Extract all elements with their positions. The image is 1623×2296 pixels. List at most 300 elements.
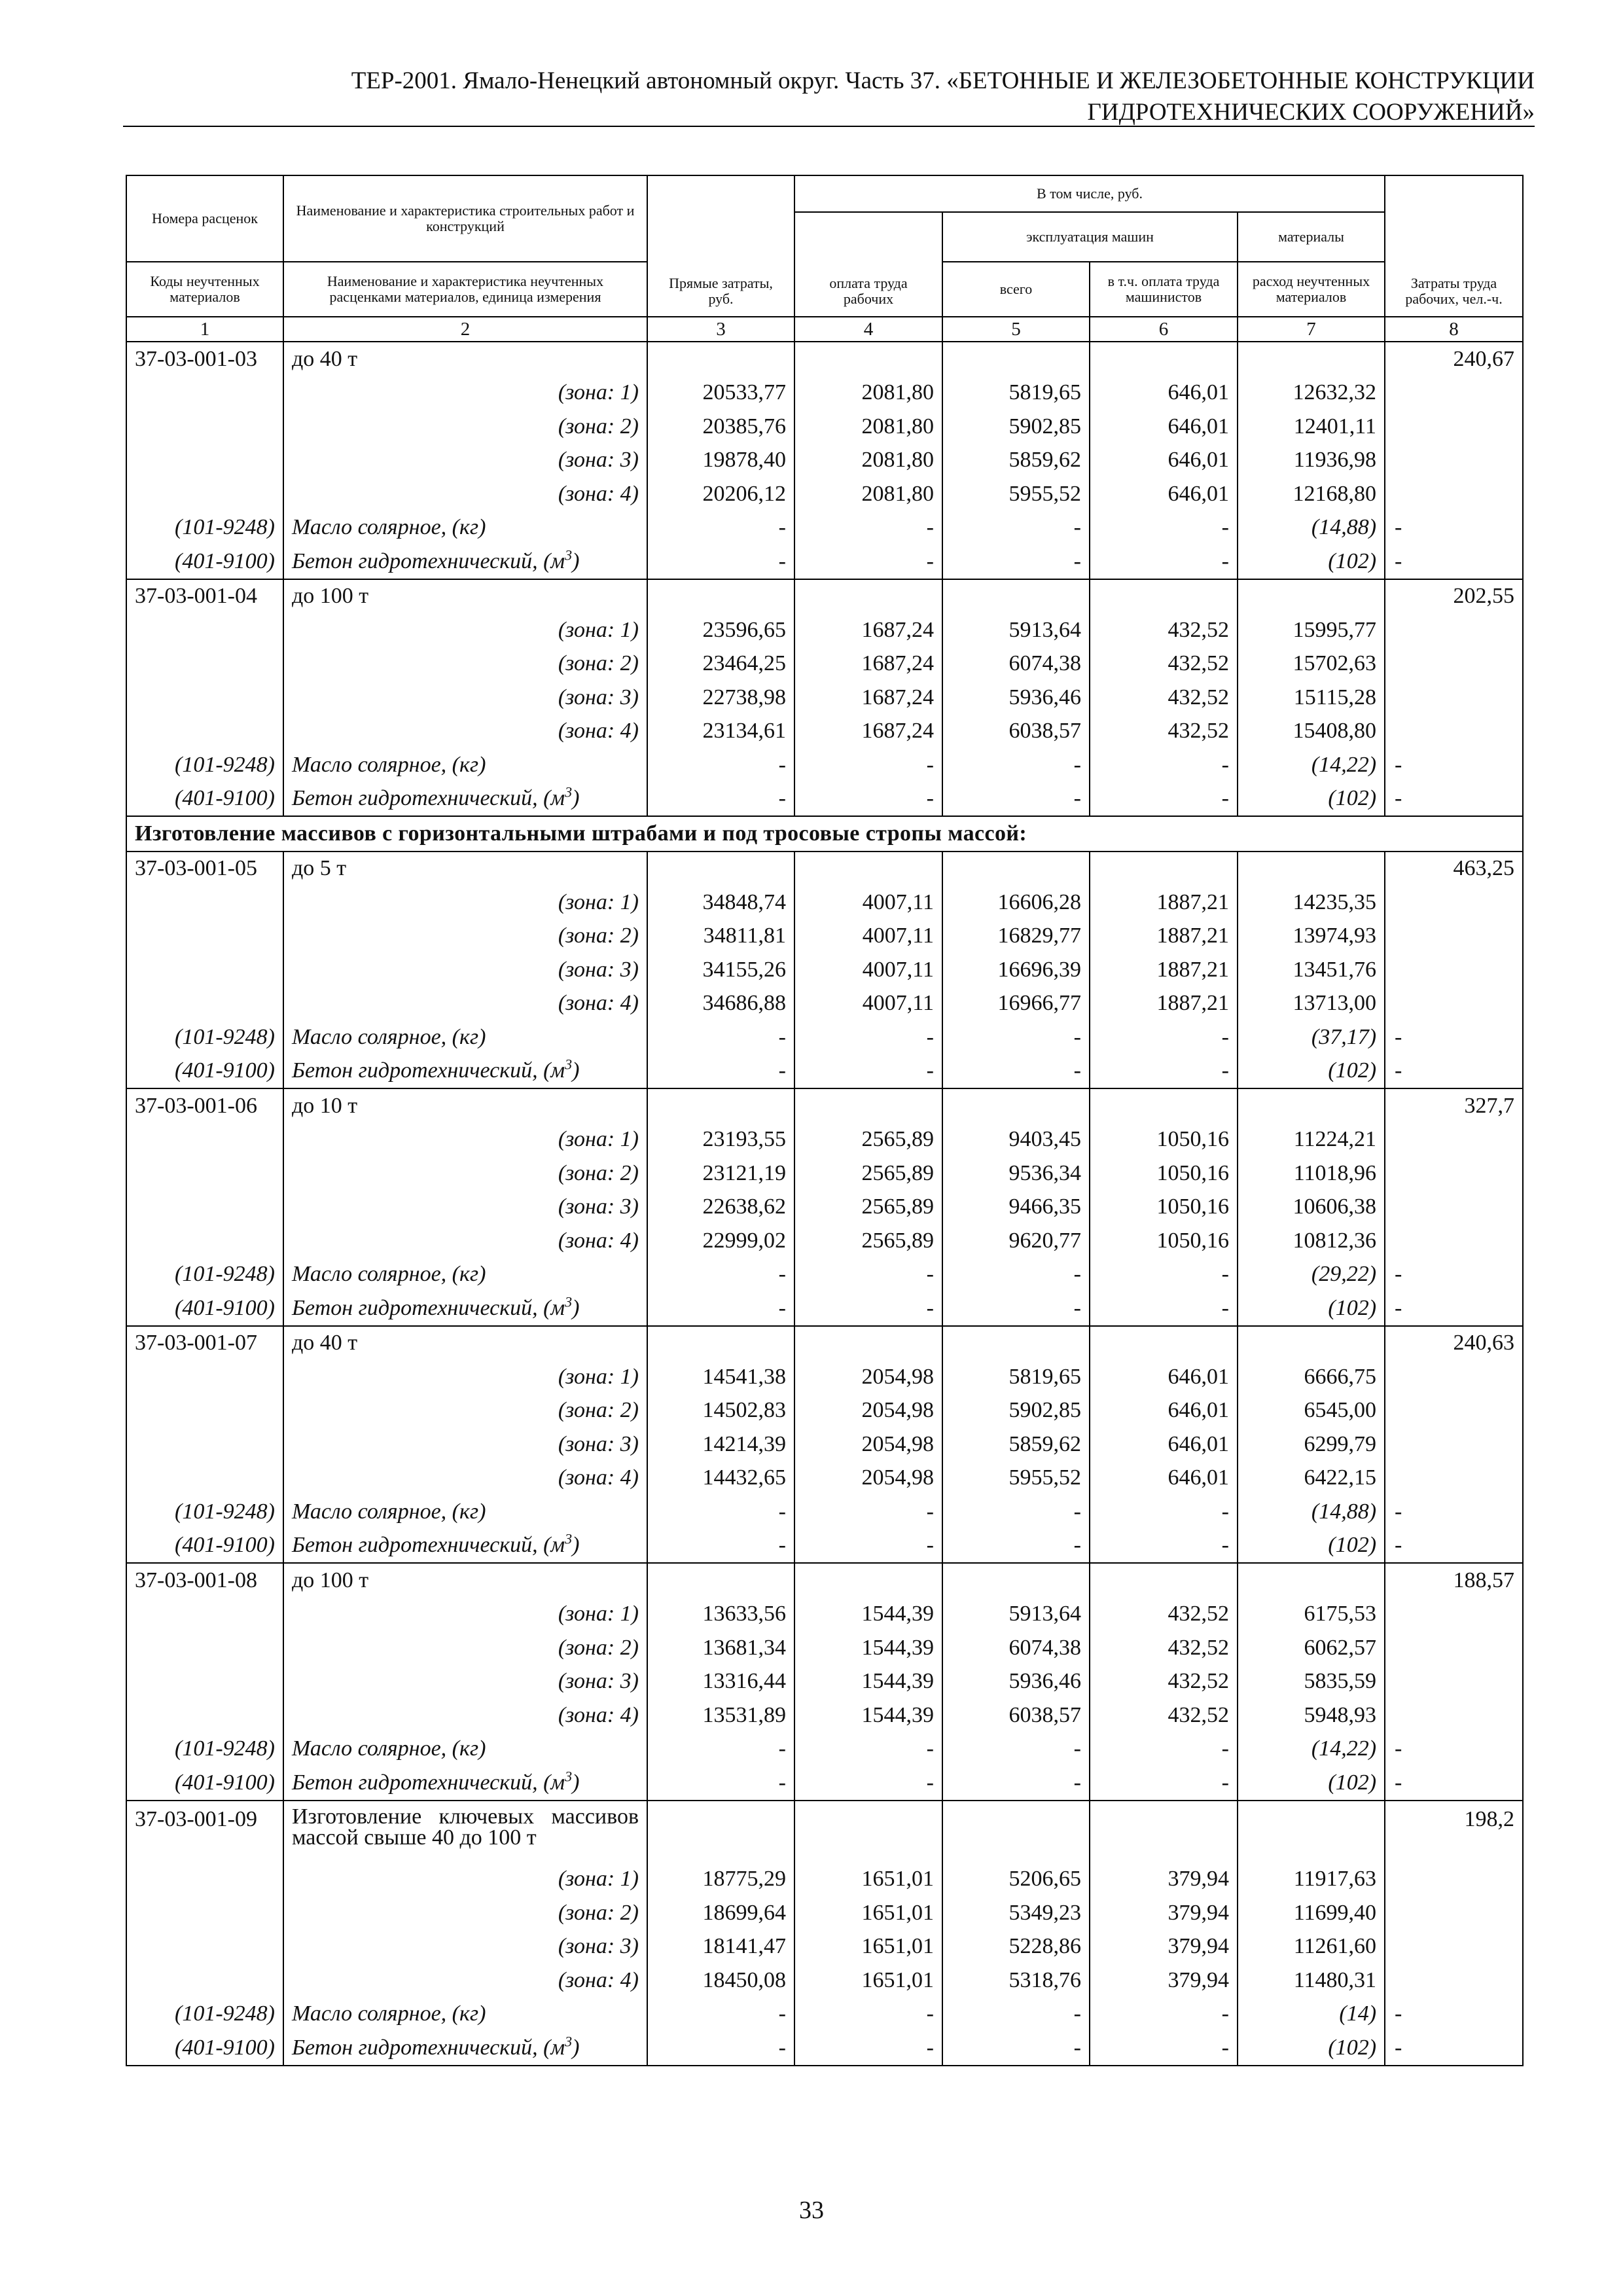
rate-name: до 40 т [283, 342, 647, 376]
material-consumption: (102) [1238, 1291, 1385, 1326]
operator-wage: 1887,21 [1090, 987, 1238, 1021]
empty-cell [1238, 1563, 1385, 1598]
material-consumption: (14,88) [1238, 1495, 1385, 1529]
material-name-text: Бетон гидротехнический, (м [292, 1295, 565, 1320]
zone-row [126, 987, 1523, 1021]
materials-header: материалы [1238, 212, 1385, 262]
empty-cell [1090, 1563, 1238, 1598]
col8-header: Затраты труда рабочих, чел.-ч. [1385, 175, 1523, 317]
labor-cost: 202,55 [1385, 579, 1523, 614]
empty-cell [942, 1801, 1090, 1863]
material-consumption: (29,22) [1238, 1258, 1385, 1292]
zone-row [126, 647, 1523, 681]
empty-cell [1385, 1698, 1523, 1732]
empty-cell [1385, 477, 1523, 511]
operator-wage: 379,94 [1090, 1964, 1238, 1998]
empty-cell [126, 681, 283, 715]
material-name-text: Бетон гидротехнический, (м [292, 1533, 565, 1558]
zone-label: (зона: 1) [283, 1360, 647, 1394]
labor-cost: - [1385, 1998, 1523, 2032]
operator-wage: 646,01 [1090, 410, 1238, 444]
empty-cell [1385, 410, 1523, 444]
worker-wage: 2081,80 [794, 477, 942, 511]
material-consumption: (102) [1238, 1529, 1385, 1564]
material-consumption: (37,17) [1238, 1020, 1385, 1054]
direct-cost: 23134,61 [647, 715, 794, 749]
material-code: (101-9248) [126, 511, 283, 545]
machine-cost: 5318,76 [942, 1964, 1090, 1998]
operator-wage: 1050,16 [1090, 1123, 1238, 1157]
column-number: 1 [126, 317, 283, 342]
operator-wage: - [1090, 1732, 1238, 1767]
empty-cell [1385, 1896, 1523, 1930]
machine-cost: 5955,52 [942, 477, 1090, 511]
operator-wage: 432,52 [1090, 715, 1238, 749]
empty-cell [794, 852, 942, 886]
operator-wage: 432,52 [1090, 681, 1238, 715]
machine-cost: 5349,23 [942, 1896, 1090, 1930]
material-name [283, 1258, 647, 1292]
material-cost: 15702,63 [1238, 647, 1385, 681]
machine-cost: - [942, 782, 1090, 817]
material-name-text: Бетон гидротехнический, (м [292, 1770, 565, 1795]
empty-cell [1090, 1088, 1238, 1123]
header-line-2: ГИДРОТЕХНИЧЕСКИХ СООРУЖЕНИЙ» [1087, 99, 1535, 126]
worker-wage: 4007,11 [794, 920, 942, 954]
zone-label: (зона: 4) [283, 1224, 647, 1258]
header-line-1: ТЕР-2001. Ямало-Ненецкий автономный округ. Часть 37. «БЕТОННЫЕ И ЖЕЛЕЗОБЕТОННЫЕ КОНСТРУКЦИИ [351, 67, 1535, 94]
material-name [283, 1732, 647, 1767]
direct-cost: 23193,55 [647, 1123, 794, 1157]
labor-cost: - [1385, 1529, 1523, 1564]
material-cost: 6666,75 [1238, 1360, 1385, 1394]
material-row [126, 1020, 1523, 1054]
direct-cost: - [647, 1998, 794, 2032]
material-cost: 15408,80 [1238, 715, 1385, 749]
operator-wage: 1050,16 [1090, 1157, 1238, 1191]
empty-cell [1385, 1665, 1523, 1699]
empty-cell [126, 1863, 283, 1897]
direct-cost: 14432,65 [647, 1462, 794, 1496]
material-name [283, 2031, 647, 2066]
labor-cost: 240,63 [1385, 1326, 1523, 1361]
empty-cell [1385, 1930, 1523, 1964]
zone-label: (зона: 1) [283, 613, 647, 647]
zone-label: (зона: 1) [283, 376, 647, 410]
empty-cell [1385, 613, 1523, 647]
operator-wage: - [1090, 511, 1238, 545]
material-name [283, 782, 647, 817]
empty-cell [126, 1427, 283, 1462]
col1-header-top: Номера расценок [126, 175, 283, 262]
worker-wage: 1687,24 [794, 647, 942, 681]
empty-cell [1385, 953, 1523, 987]
zone-row [126, 1964, 1523, 1998]
group-header: В том числе, руб. [794, 175, 1385, 212]
table-body [126, 342, 1523, 2066]
labor-cost: - [1385, 1495, 1523, 1529]
machine-cost: - [942, 545, 1090, 579]
worker-wage: 2054,98 [794, 1360, 942, 1394]
empty-cell [126, 1360, 283, 1394]
labor-cost: - [1385, 1258, 1523, 1292]
labor-cost: - [1385, 2031, 1523, 2066]
direct-cost: 34811,81 [647, 920, 794, 954]
machine-cost: 16696,39 [942, 953, 1090, 987]
operator-wage: 646,01 [1090, 1462, 1238, 1496]
machine-cost: 6074,38 [942, 1631, 1090, 1665]
zone-label: (зона: 2) [283, 1157, 647, 1191]
section-title: Изготовление массивов с горизонтальными штрабами и под тросовые стропы массой: [126, 816, 1523, 852]
machine-cost: 5913,64 [942, 1598, 1090, 1632]
unit-exponent: 3 [565, 1768, 573, 1785]
labor-cost: - [1385, 1020, 1523, 1054]
machine-cost: - [942, 1258, 1090, 1292]
empty-cell [126, 1698, 283, 1732]
empty-cell [794, 342, 942, 376]
machine-cost: 5902,85 [942, 410, 1090, 444]
operator-wage: 432,52 [1090, 1631, 1238, 1665]
empty-cell [1090, 852, 1238, 886]
operator-wage: - [1090, 1054, 1238, 1089]
material-row [126, 1495, 1523, 1529]
material-cost: 6175,53 [1238, 1598, 1385, 1632]
empty-cell [1385, 1964, 1523, 1998]
empty-cell [1385, 1598, 1523, 1632]
operator-wage: - [1090, 1291, 1238, 1326]
operator-wage: 646,01 [1090, 1394, 1238, 1428]
machine-cost: 5819,65 [942, 376, 1090, 410]
worker-wage: 2081,80 [794, 444, 942, 478]
empty-cell [126, 613, 283, 647]
unit-close: ) [572, 1295, 580, 1320]
empty-cell [647, 852, 794, 886]
empty-cell [647, 1563, 794, 1598]
machine-cost: - [942, 1054, 1090, 1089]
operator-wage: - [1090, 545, 1238, 579]
machine-cost: 16606,28 [942, 886, 1090, 920]
machine-cost: 9620,77 [942, 1224, 1090, 1258]
worker-wage: 1544,39 [794, 1598, 942, 1632]
direct-cost: 13681,34 [647, 1631, 794, 1665]
material-row [126, 1766, 1523, 1801]
direct-cost: 13316,44 [647, 1665, 794, 1699]
unit-close: ) [572, 1058, 580, 1083]
zone-row [126, 1698, 1523, 1732]
zone-row [126, 1896, 1523, 1930]
empty-cell [647, 1326, 794, 1361]
direct-cost: 23464,25 [647, 647, 794, 681]
empty-cell [126, 647, 283, 681]
material-code: (401-9100) [126, 545, 283, 579]
operator-wage: 646,01 [1090, 444, 1238, 478]
machine-cost: - [942, 1998, 1090, 2032]
material-code: (401-9100) [126, 1291, 283, 1326]
worker-wage: 1544,39 [794, 1698, 942, 1732]
empty-cell [1385, 681, 1523, 715]
zone-label: (зона: 4) [283, 1698, 647, 1732]
empty-cell [1385, 376, 1523, 410]
direct-cost: - [647, 782, 794, 817]
operator-wage: - [1090, 1766, 1238, 1801]
unit-close: ) [572, 1533, 580, 1558]
material-row [126, 545, 1523, 579]
column-number: 3 [647, 317, 794, 342]
material-code: (401-9100) [126, 1529, 283, 1564]
empty-cell [1238, 1801, 1385, 1863]
direct-cost: - [647, 1766, 794, 1801]
column-numbers [126, 317, 1523, 342]
rate-row [126, 852, 1523, 886]
labor-cost: 188,57 [1385, 1563, 1523, 1598]
column-number: 6 [1090, 317, 1238, 342]
unit-exponent: 3 [565, 2033, 573, 2050]
unit-exponent: 3 [565, 1056, 573, 1073]
labor-cost: - [1385, 1766, 1523, 1801]
worker-wage: 1651,01 [794, 1930, 942, 1964]
material-consumption: (102) [1238, 1766, 1385, 1801]
direct-cost: - [647, 1258, 794, 1292]
zone-row [126, 1930, 1523, 1964]
operator-wage: 646,01 [1090, 477, 1238, 511]
material-name-text: Бетон гидротехнический, (м [292, 2035, 565, 2060]
machine-cost: 5819,65 [942, 1360, 1090, 1394]
page-number: 33 [799, 2197, 824, 2224]
empty-cell [1238, 579, 1385, 614]
direct-cost: - [647, 511, 794, 545]
zone-label: (зона: 2) [283, 1896, 647, 1930]
zone-label: (зона: 3) [283, 953, 647, 987]
material-cost: 11699,40 [1238, 1896, 1385, 1930]
labor-cost: - [1385, 511, 1523, 545]
empty-cell [1385, 647, 1523, 681]
machine-cost: 6074,38 [942, 647, 1090, 681]
empty-cell [126, 987, 283, 1021]
rate-code: 37-03-001-08 [126, 1563, 283, 1598]
zone-label: (зона: 3) [283, 1427, 647, 1462]
zone-label: (зона: 1) [283, 1863, 647, 1897]
zone-label: (зона: 2) [283, 920, 647, 954]
zone-label: (зона: 4) [283, 477, 647, 511]
material-name-text: Масло солярное, (кг) [292, 1736, 486, 1761]
material-name [283, 545, 647, 579]
rate-name: до 10 т [283, 1088, 647, 1123]
empty-cell [126, 886, 283, 920]
empty-cell [1385, 1360, 1523, 1394]
zone-label: (зона: 4) [283, 1964, 647, 1998]
direct-cost: 18141,47 [647, 1930, 794, 1964]
material-name [283, 1495, 647, 1529]
zone-label: (зона: 3) [283, 1930, 647, 1964]
material-name [283, 1766, 647, 1801]
empty-cell [647, 579, 794, 614]
direct-cost: - [647, 1732, 794, 1767]
machine-cost: 16966,77 [942, 987, 1090, 1021]
worker-wage: - [794, 748, 942, 782]
rates-table [126, 175, 1524, 2066]
material-consumption: (14,88) [1238, 511, 1385, 545]
material-consumption: (14) [1238, 1998, 1385, 2032]
rate-row [126, 579, 1523, 614]
empty-cell [126, 1157, 283, 1191]
material-cost: 11480,31 [1238, 1964, 1385, 1998]
labor-cost: - [1385, 782, 1523, 817]
material-cost: 12632,32 [1238, 376, 1385, 410]
material-name-text: Масло солярное, (кг) [292, 752, 486, 777]
labor-cost: - [1385, 1732, 1523, 1767]
empty-cell [126, 1224, 283, 1258]
machine-cost: - [942, 1495, 1090, 1529]
worker-wage: 2054,98 [794, 1427, 942, 1462]
rate-name: до 100 т [283, 579, 647, 614]
material-row [126, 748, 1523, 782]
operator-wage: 379,94 [1090, 1896, 1238, 1930]
zone-row [126, 410, 1523, 444]
empty-cell [126, 1631, 283, 1665]
direct-cost: - [647, 545, 794, 579]
operator-wage: - [1090, 1258, 1238, 1292]
worker-wage: 1544,39 [794, 1665, 942, 1699]
empty-cell [647, 1801, 794, 1863]
material-cost: 11224,21 [1238, 1123, 1385, 1157]
material-cost: 13974,93 [1238, 920, 1385, 954]
worker-wage: 4007,11 [794, 953, 942, 987]
direct-cost: 34155,26 [647, 953, 794, 987]
machine-cost: - [942, 2031, 1090, 2066]
column-number: 2 [283, 317, 647, 342]
empty-cell [942, 579, 1090, 614]
operator-wage: - [1090, 1529, 1238, 1564]
zone-label: (зона: 2) [283, 1394, 647, 1428]
zone-row [126, 1863, 1523, 1897]
material-row [126, 1529, 1523, 1564]
zone-label: (зона: 3) [283, 444, 647, 478]
material-cost: 6545,00 [1238, 1394, 1385, 1428]
direct-cost: 18450,08 [647, 1964, 794, 1998]
direct-cost: 23596,65 [647, 613, 794, 647]
empty-cell [1385, 1224, 1523, 1258]
zone-label: (зона: 1) [283, 886, 647, 920]
machine-cost: 9466,35 [942, 1191, 1090, 1225]
machine-cost: - [942, 1529, 1090, 1564]
zone-row [126, 1224, 1523, 1258]
operator-wage: 432,52 [1090, 1698, 1238, 1732]
worker-wage: - [794, 1732, 942, 1767]
material-name-text: Масло солярное, (кг) [292, 2001, 486, 2026]
material-code: (401-9100) [126, 1054, 283, 1089]
direct-cost: 34848,74 [647, 886, 794, 920]
worker-wage: 1687,24 [794, 681, 942, 715]
empty-cell [1385, 1631, 1523, 1665]
empty-cell [647, 342, 794, 376]
material-name-text: Масло солярное, (кг) [292, 515, 486, 540]
worker-wage: 2565,89 [794, 1123, 942, 1157]
worker-wage: - [794, 1020, 942, 1054]
worker-wage: 1651,01 [794, 1964, 942, 1998]
zone-row [126, 1360, 1523, 1394]
empty-cell [1238, 1088, 1385, 1123]
worker-wage: - [794, 1258, 942, 1292]
material-row [126, 511, 1523, 545]
rate-name: Изготовление ключевых массивов массой свыше 40 до 100 т [283, 1801, 647, 1863]
empty-cell [126, 1598, 283, 1632]
empty-cell [942, 1088, 1090, 1123]
direct-cost: 22638,62 [647, 1191, 794, 1225]
material-name-text: Масло солярное, (кг) [292, 1262, 486, 1287]
empty-cell [126, 477, 283, 511]
material-name [283, 1291, 647, 1326]
worker-wage: 1687,24 [794, 613, 942, 647]
direct-cost: 13633,56 [647, 1598, 794, 1632]
empty-cell [942, 852, 1090, 886]
machines-header: эксплуатация машин [942, 212, 1238, 262]
machine-cost: 9403,45 [942, 1123, 1090, 1157]
operator-wage: 1050,16 [1090, 1191, 1238, 1225]
direct-cost: 34686,88 [647, 987, 794, 1021]
empty-cell [126, 376, 283, 410]
machine-cost: 5936,46 [942, 681, 1090, 715]
empty-cell [1385, 715, 1523, 749]
worker-wage: 2054,98 [794, 1462, 942, 1496]
machine-cost: 9536,34 [942, 1157, 1090, 1191]
rate-row [126, 1801, 1523, 1863]
unit-exponent: 3 [565, 783, 573, 800]
unit-exponent: 3 [565, 547, 573, 564]
material-name-text: Масло солярное, (кг) [292, 1024, 486, 1049]
direct-cost: 18699,64 [647, 1896, 794, 1930]
machine-cost: 5228,86 [942, 1930, 1090, 1964]
worker-wage: 4007,11 [794, 987, 942, 1021]
material-code: (101-9248) [126, 1998, 283, 2032]
operator-wage: 646,01 [1090, 376, 1238, 410]
material-cost: 5835,59 [1238, 1665, 1385, 1699]
operator-wage: - [1090, 1020, 1238, 1054]
machine-cost: 5206,65 [942, 1863, 1090, 1897]
material-cost: 12401,11 [1238, 410, 1385, 444]
operator-wage: 432,52 [1090, 613, 1238, 647]
rate-code: 37-03-001-04 [126, 579, 283, 614]
empty-cell [126, 920, 283, 954]
zone-row [126, 1598, 1523, 1632]
zone-row [126, 1123, 1523, 1157]
section-row [126, 816, 1523, 852]
labor-cost: - [1385, 1291, 1523, 1326]
unit-close: ) [572, 1770, 580, 1795]
col2-header-top: Наименование и характеристика строительных работ и конструкций [283, 175, 647, 262]
empty-cell [1385, 1123, 1523, 1157]
material-row [126, 1998, 1523, 2032]
empty-cell [1090, 1801, 1238, 1863]
worker-wage: - [794, 2031, 942, 2066]
machine-cost: 5859,62 [942, 444, 1090, 478]
unit-close: ) [572, 2035, 580, 2060]
operator-wage: 432,52 [1090, 1665, 1238, 1699]
worker-wage: 2565,89 [794, 1224, 942, 1258]
empty-cell [1090, 1326, 1238, 1361]
zone-label: (зона: 4) [283, 1462, 647, 1496]
empty-cell [126, 444, 283, 478]
empty-cell [1385, 886, 1523, 920]
header-rule [123, 126, 1535, 127]
direct-cost: - [647, 1020, 794, 1054]
zone-row [126, 1394, 1523, 1428]
direct-cost: 20206,12 [647, 477, 794, 511]
zone-row [126, 1462, 1523, 1496]
zone-row [126, 1157, 1523, 1191]
operator-wage: 1887,21 [1090, 920, 1238, 954]
machine-cost: - [942, 1291, 1090, 1326]
zone-row [126, 613, 1523, 647]
